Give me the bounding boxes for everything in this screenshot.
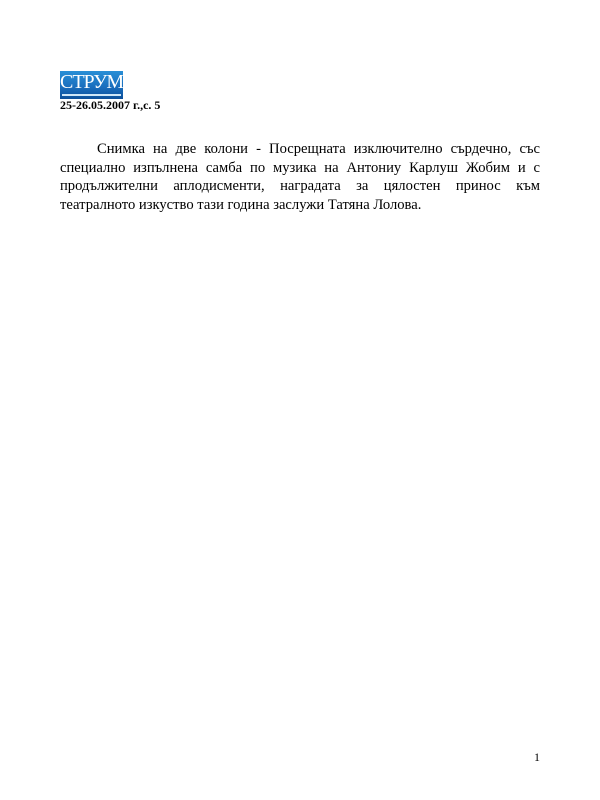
logo-text: СТРУМА <box>60 71 137 93</box>
page-number: 1 <box>534 750 540 764</box>
source-date-line: 25-26.05.2007 г.,с. 5 <box>60 98 161 112</box>
struma-logo <box>60 71 137 99</box>
article-paragraph: Снимка на две колони - Посрещната изключително сърдечно, със специално изпълнена самба по музика на Антониу Карлуш Жобим и с продължителни аплодисменти, наградата за цялостен принос към театралното изкуство тази година заслужи Татяна Лолова. <box>60 141 540 213</box>
logo-strip <box>62 94 121 96</box>
